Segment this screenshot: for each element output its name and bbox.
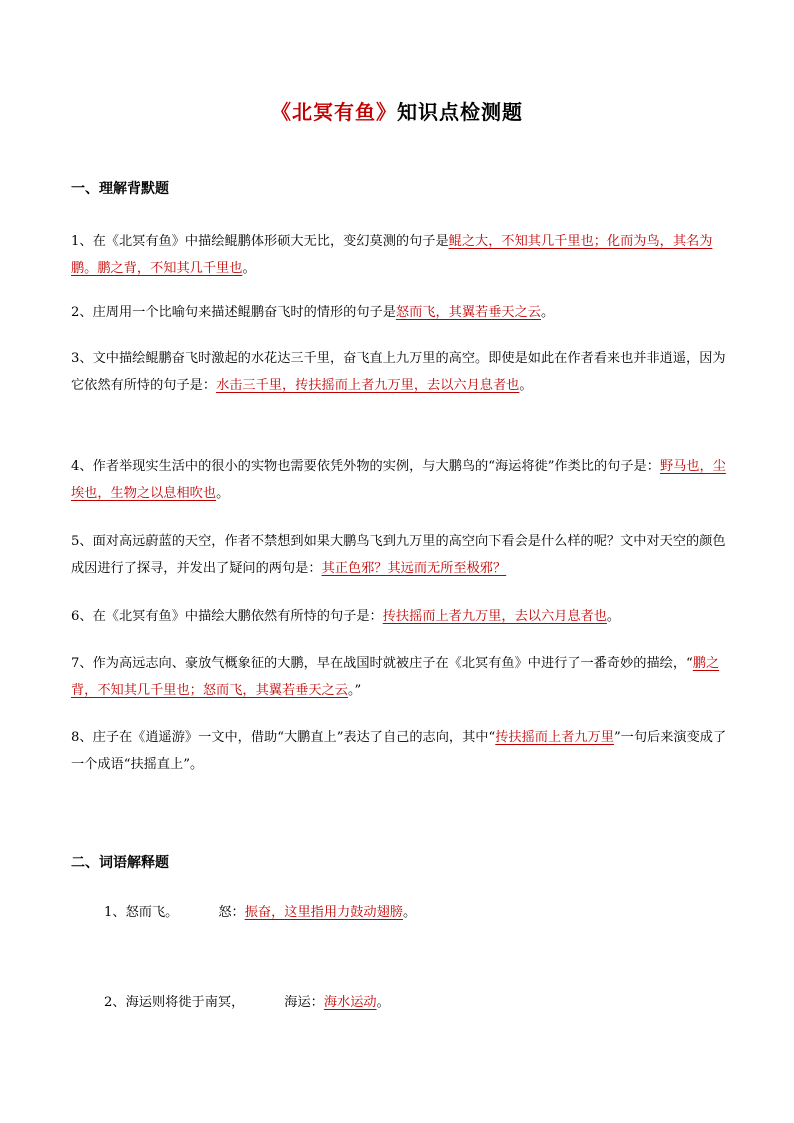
- question-text: 8、庄子在《逍遥游》一文中，借助“大鹏直上”表达了自己的志向，其中“: [71, 730, 496, 745]
- vocab-answer: 振奋，这里指用力鼓动翅膀: [244, 905, 403, 920]
- section1-heading: 一、理解背默题: [71, 181, 169, 197]
- answer-text: 水击三千里，抟扶摇而上者九万里，去以六月息者也: [216, 378, 520, 393]
- vocab-suffix: 。: [402, 905, 417, 920]
- vocab-suffix: 。: [376, 995, 390, 1010]
- question-suffix: 。: [216, 486, 230, 501]
- question-text: 6、在《北冥有鱼》中描绘大鹏依然有所恃的句子是：: [71, 609, 383, 624]
- answer-text: 野马也，尘埃也，生物之以息相吹也: [71, 459, 726, 501]
- vocab-item-2: [104, 991, 390, 1015]
- question-suffix: 。: [519, 378, 533, 393]
- vocab-word: 海运：: [284, 995, 324, 1010]
- answer-text: 鲲之大，不知其几千里也；化而为鸟，其名为鹏。鹏之背，不知其几千里也: [71, 234, 713, 276]
- question-suffix: 。”: [347, 683, 362, 698]
- title-book-name: 《北冥有鱼》: [271, 100, 397, 124]
- vocab-word: 怒：: [218, 905, 245, 920]
- vocab-answer: 海水运动: [323, 995, 377, 1010]
- question-text: 5、面对高远蔚蓝的天空，作者不禁想到如果大鹏鸟飞到九万里的高空向下看会是什么样的呢？文中对天空的颜色成因进行了探寻，并发出了疑问的两句是：: [71, 534, 726, 576]
- question-8: [71, 724, 733, 778]
- question-4: [71, 453, 733, 507]
- vocab-item-1: [104, 901, 416, 925]
- answer-text: 其正色邪？其远而无所至极邪？: [321, 561, 507, 576]
- question-text: 7、作为高远志向、豪放气概象征的大鹏，早在战国时就被庄子在《北冥有鱼》中进行了一番奇妙的描绘，“: [71, 656, 693, 671]
- question-text: 1、在《北冥有鱼》中描绘鲲鹏体形硕大无比，变幻莫测的句子是: [71, 234, 449, 249]
- question-6: [71, 603, 733, 630]
- answer-text: 鹏之背，不知其几千里也；怒而飞，其翼若垂天之云: [71, 656, 720, 698]
- answer-text: 抟扶摇而上者九万里，去以六月息者也: [382, 609, 607, 624]
- question-2: [71, 299, 733, 326]
- answer-text: 抟扶摇而上者九万里: [495, 730, 614, 745]
- question-text: 2、庄周用一个比喻句来描述鲲鹏奋飞时的情形的句子是: [71, 305, 396, 320]
- section2-heading: 二、词语解释题: [71, 855, 169, 871]
- document-title: [0, 96, 794, 125]
- question-1: [71, 228, 733, 282]
- question-suffix: 。: [540, 305, 555, 320]
- vocab-phrase: 1、怒而飞。: [104, 905, 179, 920]
- vocab-phrase: 2、海运则将徙于南冥，: [104, 995, 245, 1010]
- question-3: [71, 345, 733, 399]
- question-text: 3、文中描绘鲲鹏奋飞时激起的水花达三千里，奋飞直上九万里的高空。即使是如此在作者看来也并非逍遥，因为它依然有所恃的句子是：: [71, 351, 726, 393]
- question-suffix: ”一句后来演变成了一个成语“扶摇直上”。: [71, 730, 727, 772]
- question-suffix: 。: [242, 261, 256, 276]
- question-text: 4、作者举现实生活中的很小的实物也需要依凭外物的实例，与大鹏鸟的“海运将徙”作类比的句子是：: [71, 459, 660, 474]
- question-5: [71, 528, 733, 582]
- question-suffix: 。: [606, 609, 621, 624]
- answer-text: 怒而飞，其翼若垂天之云: [395, 305, 541, 320]
- title-subject: 知识点检测题: [397, 100, 523, 124]
- question-7: [71, 650, 733, 704]
